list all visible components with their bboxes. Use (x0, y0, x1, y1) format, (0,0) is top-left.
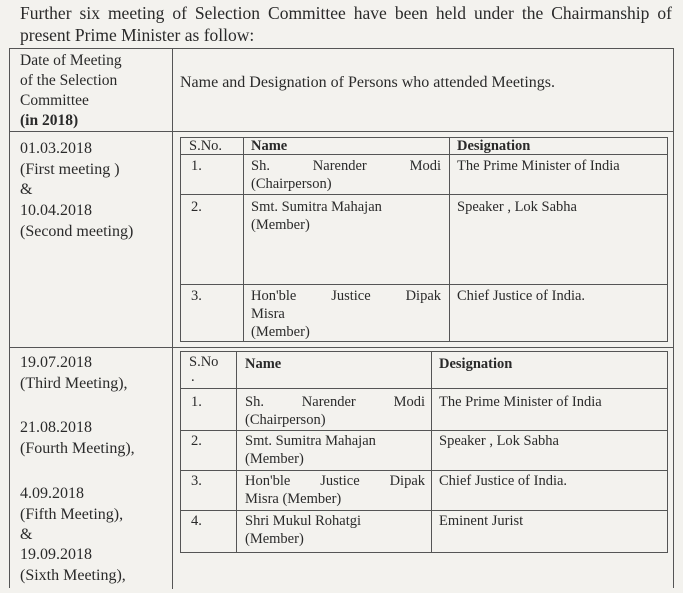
row-sno: 2. (191, 199, 202, 215)
row-designation: The Prime Minister of India (457, 158, 620, 174)
row-designation: Eminent Jurist (439, 513, 524, 529)
meeting-date: 01.03.2018 (20, 140, 92, 157)
row-name: Shri Mukul Rohatgi (Member) (245, 513, 362, 547)
meeting-date: 10.04.2018 (20, 202, 92, 219)
meeting-label: (Second meeting) (20, 223, 134, 240)
row-sno: 4. (191, 513, 202, 529)
date-header-line: Committee (20, 92, 89, 109)
meeting-label: (First meeting ) (20, 161, 120, 178)
meeting-date: 19.09.2018 (20, 546, 92, 563)
sno-header: S.No. (189, 138, 223, 154)
row-name: Smt. Sumitra Mahajan (Member) (245, 433, 376, 467)
meeting-label: (Fifth Meeting), (20, 506, 124, 523)
meetings-table (9, 48, 674, 588)
row-designation: Speaker , Lok Sabha (439, 433, 559, 449)
row-name: Hon'ble Justice Dipak Misra (Member) (251, 288, 441, 340)
meeting-label: (Third Meeting), (20, 375, 128, 392)
header-divider (10, 131, 673, 132)
date-header-line: of the Selection (20, 72, 118, 89)
row-designation: The Prime Minister of India (439, 394, 602, 410)
row-name: Hon'ble Justice Dipak Misra (Member) (245, 473, 425, 507)
meeting-label: (Sixth Meeting), (20, 567, 126, 584)
row-sno: 1. (191, 158, 202, 174)
row-designation: Speaker , Lok Sabha (457, 199, 577, 215)
meeting-label: (Fourth Meeting), (20, 440, 135, 457)
ampersand: & (20, 526, 33, 543)
row-name: Smt. Sumitra Mahajan (Member) (251, 199, 382, 233)
sno-header-dot: . (191, 369, 195, 385)
attendees-table-2 (180, 351, 668, 553)
row-sno: 1. (191, 394, 202, 410)
row-name: Sh. Narender Modi (Chairperson) (251, 158, 441, 192)
meeting-date: 21.08.2018 (20, 419, 92, 436)
meeting-date: 19.07.2018 (20, 354, 92, 371)
meeting-date: 4.09.2018 (20, 485, 84, 502)
row-sno: 2. (191, 433, 202, 449)
date-header-year: (in 2018) (20, 112, 79, 129)
name-header: Name (251, 138, 288, 154)
ampersand: & (20, 181, 33, 198)
persons-column-header: Name and Designation of Persons who attended Meetings. (180, 74, 556, 91)
row-name: Sh. Narender Modi (Chairperson) (245, 394, 425, 428)
name-header: Name (245, 356, 282, 372)
row-designation: Chief Justice of India. (439, 473, 568, 489)
designation-header: Designation (439, 356, 513, 372)
intro-paragraph: Further six meeting of Selection Committee have been held under the Chairmanship of present Prime Minister as follow: (20, 3, 672, 45)
row-designation: Chief Justice of India. (457, 288, 586, 304)
sno-header: S.No (189, 354, 219, 370)
column-divider (172, 49, 173, 589)
row-sno: 3. (191, 288, 202, 304)
date-header-line: Date of Meeting (20, 52, 122, 69)
designation-header: Designation (457, 138, 531, 154)
row-sno: 3. (191, 473, 202, 489)
attendees-table-1 (180, 137, 668, 342)
block-divider (10, 347, 673, 348)
